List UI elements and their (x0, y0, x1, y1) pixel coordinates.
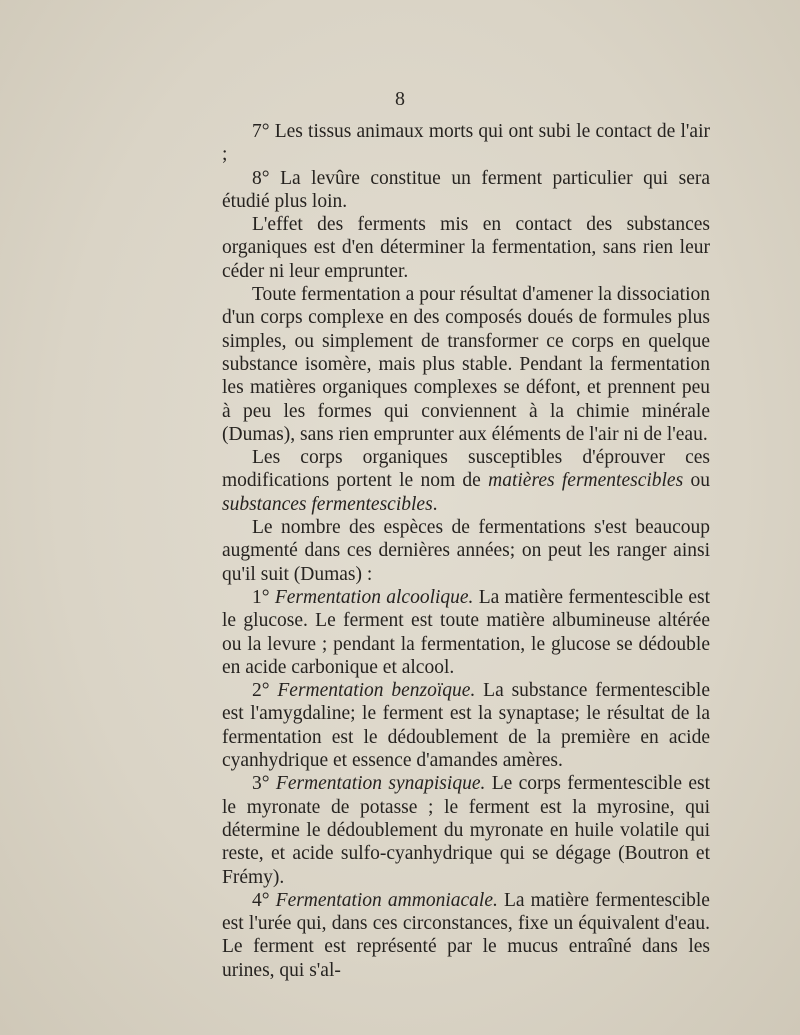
item-text: La matière fermentescible est le glucose. Le ferment est toute matière albumineuse altérée ou la levure ; pendant la fermentation, le glucose se dédouble en acide carbonique et alcool. (222, 586, 710, 678)
item-text: La matière fermentescible est l'urée qui, dans ces circonstances, fixe un équivalent d'eau. Le ferment est représenté par le mucus entraîné dans les urines, qui s'al- (222, 889, 710, 981)
fermentation-item-3 (222, 772, 710, 888)
item-number: 1° (252, 586, 275, 608)
page-number: 8 (395, 88, 405, 110)
fermentation-item-1 (222, 586, 710, 679)
item-number: 3° (252, 773, 276, 795)
fermentation-item-2 (222, 679, 710, 772)
item-title: Fermentation benzoïque. (277, 680, 476, 702)
fermentation-item-4 (222, 889, 710, 982)
page-body (222, 120, 710, 982)
item-text: La substance fermentescible est l'amygdaline; le ferment est la synaptase; le résultat de la fermentation est le dédoublement de la première en acide cyanhydrique et essence d'amandes amères. (222, 680, 710, 772)
paragraph-ferment-effect: L'effet des ferments mis en contact des substances organiques est d'en déterminer la fermentation, sans rien leur céder ni leur emprunter. (222, 214, 710, 282)
definition-text-start: Les corps organiques susceptibles d'éprouver ces modifications portent le nom de (222, 447, 710, 492)
paragraph-fermentescible-definition (222, 446, 710, 516)
item-title: Fermentation synapisique. (275, 773, 486, 795)
item-number: 4° (252, 889, 276, 911)
term-substances-fermentescibles: substances fermentescibles (222, 493, 433, 515)
list-item-8: 8° La levûre constitue un ferment particulier qui sera étudié plus loin. (222, 167, 710, 212)
paragraph-species-count: Le nombre des espèces de fermentations s'est beaucoup augmenté dans ces dernières années; on peut les ranger ainsi qu'il suit (Dumas) : (222, 517, 710, 585)
term-matieres-fermentescibles: matières fermentescibles (488, 470, 684, 492)
item-number: 2° (252, 680, 278, 702)
paragraph-fermentation-result: Toute fermentation a pour résultat d'amener la dissociation d'un corps complexe en des composés doués de formules plus simples, ou simplement de transformer ce corps en quelque substance isomère, mais plus stable. Pendant la fermentation les matières organiques complexes se défont, et prennent peu à peu les formes qui conviennent à la chimie minérale (Dumas), sans rien emprunter aux éléments de l'air ni de l'eau. (222, 284, 710, 445)
item-title: Fermentation alcoolique. (274, 586, 474, 608)
definition-text-end: . (432, 493, 438, 515)
definition-text-mid: ou (683, 470, 710, 492)
item-title: Fermentation ammoniacale. (275, 889, 498, 911)
list-item-7: 7° Les tissus animaux morts qui ont subi le contact de l'air ; (222, 121, 710, 166)
item-text: Le corps fermentescible est le myronate de potasse ; le ferment est la myrosine, qui détermine le dédoublement du myronate en huile volatile qui reste, et acide sulfo-cyanhydrique qui se dégage (Boutron et Frémy). (222, 773, 710, 888)
